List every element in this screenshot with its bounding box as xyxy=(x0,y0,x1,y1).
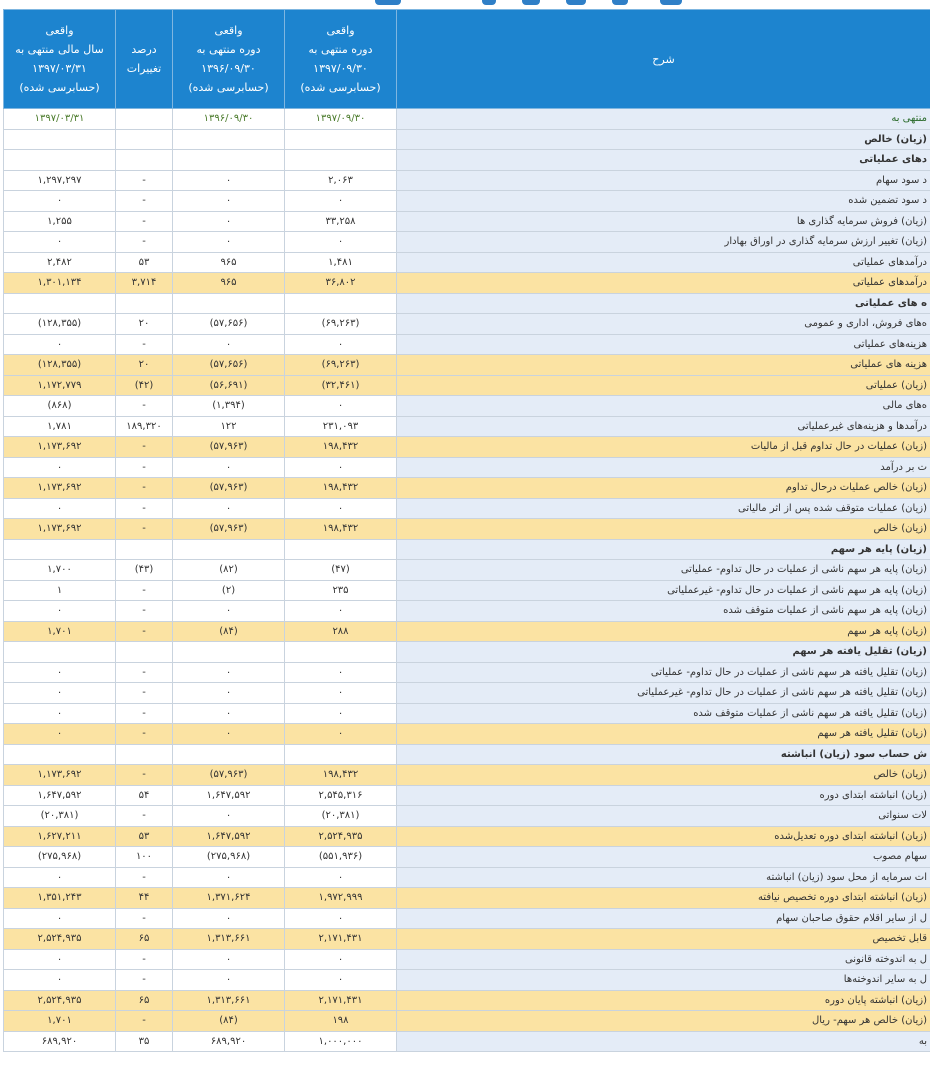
value-period-1397: (۴۷) xyxy=(285,560,397,581)
value-change-percent: ۵۳ xyxy=(116,252,173,273)
table-row xyxy=(4,806,930,827)
table-row xyxy=(4,191,930,212)
table-row xyxy=(4,847,930,868)
value-fiscal-1397: ۲,۵۲۴,۹۳۵ xyxy=(4,990,116,1011)
value-fiscal-1397: ۰ xyxy=(4,457,116,478)
value-fiscal-1397: ۰ xyxy=(4,498,116,519)
value-change-percent: - xyxy=(116,703,173,724)
table-row xyxy=(4,867,930,888)
value-period-1397 xyxy=(285,150,397,171)
top-decoration xyxy=(566,0,586,5)
row-description: (زیان) تغییر ارزش سرمایه گذاری در اوراق بهادار xyxy=(397,232,930,253)
value-period-1397: ۰ xyxy=(285,703,397,724)
value-fiscal-1397: ۱,۱۷۲,۷۷۹ xyxy=(4,375,116,396)
table-row xyxy=(4,375,930,396)
value-change-percent xyxy=(116,129,173,150)
table-header-row xyxy=(4,10,930,109)
value-fiscal-1397: ۶۸۹,۹۲۰ xyxy=(4,1031,116,1052)
value-period-1396: ۰ xyxy=(173,191,285,212)
value-change-percent: (۴۳) xyxy=(116,560,173,581)
row-description: (زیان) انباشته ابتدای دوره تخصیص نیافته xyxy=(397,888,930,909)
table-row xyxy=(4,888,930,909)
row-description: (زیان) خالص xyxy=(397,765,930,786)
value-period-1397: ۱۳۹۷/۰۹/۳۰ xyxy=(285,109,397,130)
table-row xyxy=(4,416,930,437)
value-fiscal-1397: ۱۳۹۷/۰۳/۳۱ xyxy=(4,109,116,130)
value-fiscal-1397: (۲۷۵,۹۶۸) xyxy=(4,847,116,868)
value-period-1397: ۱۹۸,۴۳۲ xyxy=(285,765,397,786)
value-fiscal-1397 xyxy=(4,129,116,150)
row-description: درآمدهای عملیاتی xyxy=(397,273,930,294)
value-fiscal-1397: ۱,۷۰۱ xyxy=(4,1011,116,1032)
value-period-1397: ۲,۵۲۴,۹۳۵ xyxy=(285,826,397,847)
value-period-1396: (۸۴) xyxy=(173,621,285,642)
value-change-percent: - xyxy=(116,662,173,683)
value-change-percent: ۴۴ xyxy=(116,888,173,909)
value-fiscal-1397: ۲,۵۲۴,۹۳۵ xyxy=(4,929,116,950)
row-description: (زیان) فروش سرمایه گذاری ها xyxy=(397,211,930,232)
value-fiscal-1397: ۱,۲۹۷,۲۹۷ xyxy=(4,170,116,191)
value-period-1396: ۱,۶۴۷,۵۹۲ xyxy=(173,826,285,847)
value-period-1397: ۱,۹۷۲,۹۹۹ xyxy=(285,888,397,909)
table-row xyxy=(4,457,930,478)
section-header-row xyxy=(4,129,930,150)
table-row xyxy=(4,211,930,232)
row-description: (زیان) خالص xyxy=(397,519,930,540)
value-period-1396: (۵۷,۶۵۶) xyxy=(173,314,285,335)
value-period-1396: ۰ xyxy=(173,724,285,745)
value-change-percent: - xyxy=(116,478,173,499)
table-row xyxy=(4,232,930,253)
value-fiscal-1397: ۱,۱۷۳,۶۹۲ xyxy=(4,437,116,458)
value-period-1397: ۳۳,۲۵۸ xyxy=(285,211,397,232)
row-description: به xyxy=(397,1031,930,1052)
income-statement-table xyxy=(3,9,930,1052)
table-row xyxy=(4,109,930,130)
value-period-1397: ۱۹۸,۴۳۲ xyxy=(285,437,397,458)
value-period-1396: ۹۶۵ xyxy=(173,273,285,294)
table-row xyxy=(4,970,930,991)
table-row xyxy=(4,252,930,273)
value-fiscal-1397: (۱۲۸,۳۵۵) xyxy=(4,355,116,376)
value-period-1397: (۲۰,۳۸۱) xyxy=(285,806,397,827)
value-change-percent xyxy=(116,150,173,171)
value-period-1396: (۲) xyxy=(173,580,285,601)
value-period-1397: ۲۸۸ xyxy=(285,621,397,642)
value-period-1397 xyxy=(285,744,397,765)
row-description: سهام مصوب xyxy=(397,847,930,868)
row-description: ت بر درآمد xyxy=(397,457,930,478)
row-description: (زیان) عملیات در حال تداوم قبل از مالیات xyxy=(397,437,930,458)
value-period-1397 xyxy=(285,129,397,150)
value-fiscal-1397: ۱,۷۰۰ xyxy=(4,560,116,581)
value-fiscal-1397 xyxy=(4,539,116,560)
value-fiscal-1397: ۰ xyxy=(4,970,116,991)
value-change-percent: - xyxy=(116,621,173,642)
value-change-percent xyxy=(116,539,173,560)
value-change-percent: - xyxy=(116,1011,173,1032)
table-row xyxy=(4,170,930,191)
value-fiscal-1397: ۰ xyxy=(4,724,116,745)
value-period-1396: ۶۸۹,۹۲۰ xyxy=(173,1031,285,1052)
table-row xyxy=(4,1011,930,1032)
value-fiscal-1397: ۰ xyxy=(4,683,116,704)
value-change-percent: - xyxy=(116,806,173,827)
value-fiscal-1397: (۲۰,۳۸۱) xyxy=(4,806,116,827)
value-period-1396: (۵۷,۹۶۳) xyxy=(173,519,285,540)
row-description: (زیان) خالص عملیات درحال تداوم xyxy=(397,478,930,499)
row-description: (زیان) انباشته پایان دوره xyxy=(397,990,930,1011)
value-change-percent: - xyxy=(116,908,173,929)
value-period-1396: (۸۴) xyxy=(173,1011,285,1032)
top-decoration xyxy=(375,0,401,5)
value-period-1397: ۰ xyxy=(285,683,397,704)
value-period-1397: (۳۲,۴۶۱) xyxy=(285,375,397,396)
top-decoration xyxy=(660,0,682,5)
value-fiscal-1397: ۰ xyxy=(4,908,116,929)
value-fiscal-1397 xyxy=(4,293,116,314)
value-period-1396 xyxy=(173,642,285,663)
row-description: ه‌های فروش، اداری و عمومی xyxy=(397,314,930,335)
value-fiscal-1397: ۱,۱۷۳,۶۹۲ xyxy=(4,765,116,786)
value-change-percent: - xyxy=(116,396,173,417)
table-row xyxy=(4,519,930,540)
value-change-percent: ۳,۷۱۴ xyxy=(116,273,173,294)
value-period-1396: ۱,۳۱۳,۶۶۱ xyxy=(173,929,285,950)
row-description: (زیان) تقلیل یافته هر سهم ناشی از عملیات متوقف شده xyxy=(397,703,930,724)
row-description: (زیان) پایه هر سهم xyxy=(397,621,930,642)
row-description: (زیان) پایه هر سهم ناشی از عملیات در حال تداوم- عملیاتی xyxy=(397,560,930,581)
value-period-1397: ۱,۴۸۱ xyxy=(285,252,397,273)
row-description: (زیان) تقلیل یافته هر سهم xyxy=(397,724,930,745)
value-fiscal-1397: ۱,۷۰۱ xyxy=(4,621,116,642)
value-fiscal-1397: (۸۶۸) xyxy=(4,396,116,417)
value-change-percent xyxy=(116,109,173,130)
value-change-percent: - xyxy=(116,683,173,704)
top-strip xyxy=(0,0,930,9)
table-row xyxy=(4,498,930,519)
row-description: (زیان) عملیاتی xyxy=(397,375,930,396)
table-row xyxy=(4,334,930,355)
value-period-1396: (۵۷,۹۶۳) xyxy=(173,478,285,499)
value-period-1396: (۵۷,۹۶۳) xyxy=(173,437,285,458)
header-fiscal-year-1397: واقعی سال مالی منتهی به ۱۳۹۷/۰۳/۳۱ (حسابرسی شده) xyxy=(4,10,116,109)
section-header-row xyxy=(4,744,930,765)
table-row xyxy=(4,396,930,417)
value-period-1397: ۰ xyxy=(285,334,397,355)
value-period-1397: ۲۳۱,۰۹۳ xyxy=(285,416,397,437)
value-period-1397: ۲۳۵ xyxy=(285,580,397,601)
value-change-percent: - xyxy=(116,724,173,745)
value-change-percent: ۶۵ xyxy=(116,929,173,950)
value-period-1397: (۶۹,۲۶۳) xyxy=(285,314,397,335)
value-period-1397: ۰ xyxy=(285,457,397,478)
row-description: ل به سایر اندوخته‌ها xyxy=(397,970,930,991)
value-period-1397: ۰ xyxy=(285,662,397,683)
table-row xyxy=(4,724,930,745)
value-fiscal-1397: (۱۲۸,۳۵۵) xyxy=(4,314,116,335)
value-period-1396: ۱۲۲ xyxy=(173,416,285,437)
table-row xyxy=(4,990,930,1011)
row-description: منتهی به xyxy=(397,109,930,130)
value-fiscal-1397: ۰ xyxy=(4,601,116,622)
value-period-1396: ۰ xyxy=(173,334,285,355)
row-description: ه‌های مالی xyxy=(397,396,930,417)
value-change-percent: - xyxy=(116,519,173,540)
value-period-1397: ۰ xyxy=(285,191,397,212)
value-period-1397 xyxy=(285,539,397,560)
top-decoration xyxy=(612,0,628,5)
table-row xyxy=(4,929,930,950)
section-header-row xyxy=(4,150,930,171)
table-row xyxy=(4,314,930,335)
value-change-percent: - xyxy=(116,232,173,253)
value-change-percent: ۶۵ xyxy=(116,990,173,1011)
value-change-percent: - xyxy=(116,437,173,458)
top-decoration xyxy=(482,0,496,5)
value-period-1396 xyxy=(173,150,285,171)
row-description: (زیان) خالص هر سهم- ریال xyxy=(397,1011,930,1032)
top-decoration xyxy=(522,0,540,5)
value-period-1397: ۰ xyxy=(285,232,397,253)
value-period-1397: ۱۹۸ xyxy=(285,1011,397,1032)
value-fiscal-1397: ۱,۷۸۱ xyxy=(4,416,116,437)
value-period-1397: (۵۵۱,۹۳۶) xyxy=(285,847,397,868)
value-change-percent: - xyxy=(116,191,173,212)
value-period-1396: ۰ xyxy=(173,498,285,519)
table-row xyxy=(4,273,930,294)
table-row xyxy=(4,662,930,683)
section-header-row xyxy=(4,539,930,560)
value-period-1397 xyxy=(285,642,397,663)
value-period-1397 xyxy=(285,293,397,314)
value-period-1397: ۱۹۸,۴۳۲ xyxy=(285,478,397,499)
table-row xyxy=(4,560,930,581)
value-fiscal-1397: ۱,۳۰۱,۱۳۴ xyxy=(4,273,116,294)
value-change-percent: ۲۰ xyxy=(116,355,173,376)
value-change-percent: ۱۰۰ xyxy=(116,847,173,868)
row-description: ش حساب سود (زیان) انباشته xyxy=(397,744,930,765)
value-period-1396: (۵۷,۹۶۳) xyxy=(173,765,285,786)
row-description: (زیان) تقلیل یافته هر سهم ناشی از عملیات در حال تداوم- غیرعملیاتی xyxy=(397,683,930,704)
row-description: ل از سایر اقلام حقوق صاحبان سهام xyxy=(397,908,930,929)
row-description: هزینه های عملیاتی xyxy=(397,355,930,376)
value-period-1396: ۰ xyxy=(173,662,285,683)
header-period-1397: واقعی دوره منتهی به ۱۳۹۷/۰۹/۳۰ (حسابرسی شده) xyxy=(285,10,397,109)
value-change-percent: - xyxy=(116,334,173,355)
value-period-1396: ۰ xyxy=(173,232,285,253)
value-period-1396: ۱,۳۷۱,۶۲۴ xyxy=(173,888,285,909)
row-description: هزینه‌های عملیاتی xyxy=(397,334,930,355)
value-change-percent: - xyxy=(116,457,173,478)
value-change-percent: ۱۸۹,۳۲۰ xyxy=(116,416,173,437)
table-row xyxy=(4,683,930,704)
value-change-percent: (۴۲) xyxy=(116,375,173,396)
value-change-percent: - xyxy=(116,211,173,232)
table-row xyxy=(4,601,930,622)
row-description: لات سنواتی xyxy=(397,806,930,827)
row-description: (زیان) تقلیل یافته هر سهم ناشی از عملیات در حال تداوم- عملیاتی xyxy=(397,662,930,683)
table-row xyxy=(4,785,930,806)
header-change-percent: درصد تغییرات xyxy=(116,10,173,109)
table-row xyxy=(4,908,930,929)
value-period-1396: ۰ xyxy=(173,683,285,704)
value-period-1396: ۱,۳۱۳,۶۶۱ xyxy=(173,990,285,1011)
value-period-1397: ۰ xyxy=(285,908,397,929)
value-change-percent: - xyxy=(116,170,173,191)
value-period-1397: ۰ xyxy=(285,867,397,888)
value-period-1397: ۱۹۸,۴۳۲ xyxy=(285,519,397,540)
table-row xyxy=(4,703,930,724)
value-change-percent xyxy=(116,744,173,765)
table-row xyxy=(4,580,930,601)
section-header-row xyxy=(4,293,930,314)
value-period-1396 xyxy=(173,293,285,314)
row-description: (زیان) خالص xyxy=(397,129,930,150)
value-period-1397: ۰ xyxy=(285,396,397,417)
value-fiscal-1397: ۱,۶۴۷,۵۹۲ xyxy=(4,785,116,806)
row-description: د سود سهام xyxy=(397,170,930,191)
value-fiscal-1397 xyxy=(4,642,116,663)
value-period-1396: ۱,۶۴۷,۵۹۲ xyxy=(173,785,285,806)
value-change-percent: ۳۵ xyxy=(116,1031,173,1052)
value-change-percent: - xyxy=(116,970,173,991)
row-description: (زیان) پایه هر سهم ناشی از عملیات متوقف شده xyxy=(397,601,930,622)
table-row xyxy=(4,437,930,458)
value-change-percent: - xyxy=(116,601,173,622)
value-period-1396: ۰ xyxy=(173,703,285,724)
row-description: دهای عملیاتی xyxy=(397,150,930,171)
value-fiscal-1397: ۱,۳۵۱,۲۴۳ xyxy=(4,888,116,909)
row-description: (زیان) انباشته ابتدای دوره xyxy=(397,785,930,806)
value-period-1396: ۰ xyxy=(173,170,285,191)
value-fiscal-1397: ۰ xyxy=(4,949,116,970)
table-row xyxy=(4,355,930,376)
value-period-1396: ۰ xyxy=(173,908,285,929)
value-period-1396 xyxy=(173,744,285,765)
value-change-percent: - xyxy=(116,949,173,970)
value-fiscal-1397: ۰ xyxy=(4,662,116,683)
value-fiscal-1397: ۰ xyxy=(4,191,116,212)
row-description: ات سرمایه از محل سود (زیان) انباشته xyxy=(397,867,930,888)
value-period-1396: ۰ xyxy=(173,211,285,232)
value-fiscal-1397: ۰ xyxy=(4,703,116,724)
value-change-percent: ۲۰ xyxy=(116,314,173,335)
value-period-1396: (۱,۳۹۴) xyxy=(173,396,285,417)
header-description: شرح xyxy=(397,10,930,109)
row-description: (زیان) تقلیل یافته هر سهم xyxy=(397,642,930,663)
row-description: ل به اندوخته قانونی xyxy=(397,949,930,970)
value-fiscal-1397 xyxy=(4,150,116,171)
row-description: (زیان) عملیات متوقف شده پس از اثر مالیاتی xyxy=(397,498,930,519)
value-period-1397: ۲,۵۴۵,۳۱۶ xyxy=(285,785,397,806)
row-description: قابل تخصیص xyxy=(397,929,930,950)
value-fiscal-1397: ۱,۱۷۳,۶۹۲ xyxy=(4,478,116,499)
value-change-percent: - xyxy=(116,498,173,519)
value-fiscal-1397: ۱,۱۷۳,۶۹۲ xyxy=(4,519,116,540)
table-row xyxy=(4,826,930,847)
value-change-percent: ۵۳ xyxy=(116,826,173,847)
value-period-1396: ۰ xyxy=(173,601,285,622)
table-row xyxy=(4,1031,930,1052)
value-period-1396: ۰ xyxy=(173,457,285,478)
value-fiscal-1397: ۰ xyxy=(4,334,116,355)
value-change-percent: - xyxy=(116,580,173,601)
value-period-1396 xyxy=(173,129,285,150)
value-period-1397: ۰ xyxy=(285,498,397,519)
value-change-percent: - xyxy=(116,765,173,786)
header-period-1396: واقعی دوره منتهی به ۱۳۹۶/۰۹/۳۰ (حسابرسی شده) xyxy=(173,10,285,109)
row-description: د سود تضمین شده xyxy=(397,191,930,212)
value-period-1396: ۰ xyxy=(173,806,285,827)
value-period-1396: (۵۶,۶۹۱) xyxy=(173,375,285,396)
row-description: (زیان) پایه هر سهم xyxy=(397,539,930,560)
row-description: درآمدهای عملیاتی xyxy=(397,252,930,273)
value-period-1397: ۱,۰۰۰,۰۰۰ xyxy=(285,1031,397,1052)
value-period-1396: (۲۷۵,۹۶۸) xyxy=(173,847,285,868)
value-fiscal-1397: ۰ xyxy=(4,867,116,888)
value-change-percent xyxy=(116,293,173,314)
row-description: ه های عملیاتی xyxy=(397,293,930,314)
value-period-1396: ۰ xyxy=(173,949,285,970)
value-fiscal-1397: ۱,۶۲۷,۲۱۱ xyxy=(4,826,116,847)
value-period-1396: ۱۳۹۶/۰۹/۳۰ xyxy=(173,109,285,130)
row-description: (زیان) پایه هر سهم ناشی از عملیات در حال تداوم- غیرعملیاتی xyxy=(397,580,930,601)
value-change-percent xyxy=(116,642,173,663)
value-period-1396: ۰ xyxy=(173,970,285,991)
table-row xyxy=(4,621,930,642)
value-period-1397: ۰ xyxy=(285,949,397,970)
value-period-1397: ۰ xyxy=(285,601,397,622)
table-row xyxy=(4,478,930,499)
value-fiscal-1397: ۲,۴۸۲ xyxy=(4,252,116,273)
value-period-1397: ۲,۰۶۳ xyxy=(285,170,397,191)
row-description: (زیان) انباشته ابتدای دوره تعدیل‌شده xyxy=(397,826,930,847)
value-period-1397: ۲,۱۷۱,۴۳۱ xyxy=(285,929,397,950)
value-period-1396: (۸۲) xyxy=(173,560,285,581)
value-change-percent: ۵۴ xyxy=(116,785,173,806)
value-change-percent: - xyxy=(116,867,173,888)
section-header-row xyxy=(4,642,930,663)
value-period-1397: ۰ xyxy=(285,724,397,745)
value-fiscal-1397: ۰ xyxy=(4,232,116,253)
value-period-1396: (۵۷,۶۵۶) xyxy=(173,355,285,376)
value-fiscal-1397 xyxy=(4,744,116,765)
table-row xyxy=(4,949,930,970)
row-description: درآمدها و هزینه‌های غیرعملیاتی xyxy=(397,416,930,437)
value-period-1397: (۶۹,۲۶۳) xyxy=(285,355,397,376)
value-fiscal-1397: ۱ xyxy=(4,580,116,601)
value-period-1396 xyxy=(173,539,285,560)
value-period-1396: ۹۶۵ xyxy=(173,252,285,273)
value-period-1397: ۳۶,۸۰۲ xyxy=(285,273,397,294)
value-period-1396: ۰ xyxy=(173,867,285,888)
value-period-1397: ۲,۱۷۱,۴۳۱ xyxy=(285,990,397,1011)
value-period-1397: ۰ xyxy=(285,970,397,991)
value-fiscal-1397: ۱,۲۵۵ xyxy=(4,211,116,232)
table-row xyxy=(4,765,930,786)
